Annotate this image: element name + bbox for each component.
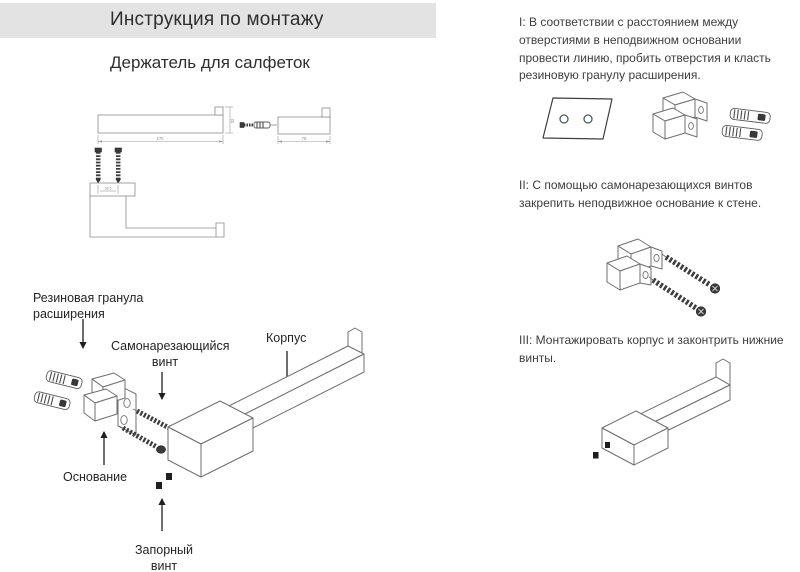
dim-holes-label: 38.5 [104,186,112,191]
label-body: Корпус [266,331,307,345]
step1-text: I: В соответствии с расстоянием между отверстиями в неподвижном основании провести линию, пробить отверстия и класть резиновую гранулу расширения. [519,15,771,83]
label-lock-screw: Запорный винт [134,543,194,572]
technical-drawing [40,95,350,260]
base-part-drawing [653,92,707,139]
screw-icon [95,148,102,183]
body-part-drawing [168,328,364,477]
step1-illustration [525,86,787,174]
dim-side-label: 78 [301,136,307,141]
screw-icon [662,254,720,293]
label-self-tapping-screw: Самонарезающийся винт [111,339,230,370]
rubber-anchor-icon [45,370,83,389]
lock-screw-icon [156,482,162,489]
step2-text: II: С помощью самонарезающихся винтов закрепить неподвижное основание к стене. [519,178,762,210]
screw-icon [649,277,706,316]
lock-screw-icon [166,473,172,480]
side-view-drawing [240,108,330,144]
rubber-anchor-icon [722,125,763,141]
rubber-anchor-icon [730,108,771,124]
lock-screw-icon [605,442,610,448]
step3-illustration [578,352,790,478]
label-base: Основание [63,470,128,484]
front-view-drawing [98,107,235,144]
exploded-view-drawing [30,315,400,565]
assembled-holder-drawing [602,359,730,465]
step2-illustration [596,224,768,332]
anchor-screw-icon [240,122,277,128]
dim-height-label: 32 [230,118,235,124]
label-rubber-plug: Резиновая гранула расширения [33,291,144,322]
top-view-drawing [90,148,224,237]
page-subtitle: Держатель для салфеток [110,53,310,72]
rubber-anchor-icon [33,391,71,410]
dim-length-label: 170 [156,136,164,141]
lock-screw-icon [593,452,599,459]
screw-icon [115,148,122,183]
step3-text: III: Монтажировать корпус и законтрить нижние винты. [519,333,784,365]
wall-plate-drawing [543,98,612,139]
base-part-drawing [84,373,136,435]
page-title: Инструкция по монтажу [110,9,324,30]
